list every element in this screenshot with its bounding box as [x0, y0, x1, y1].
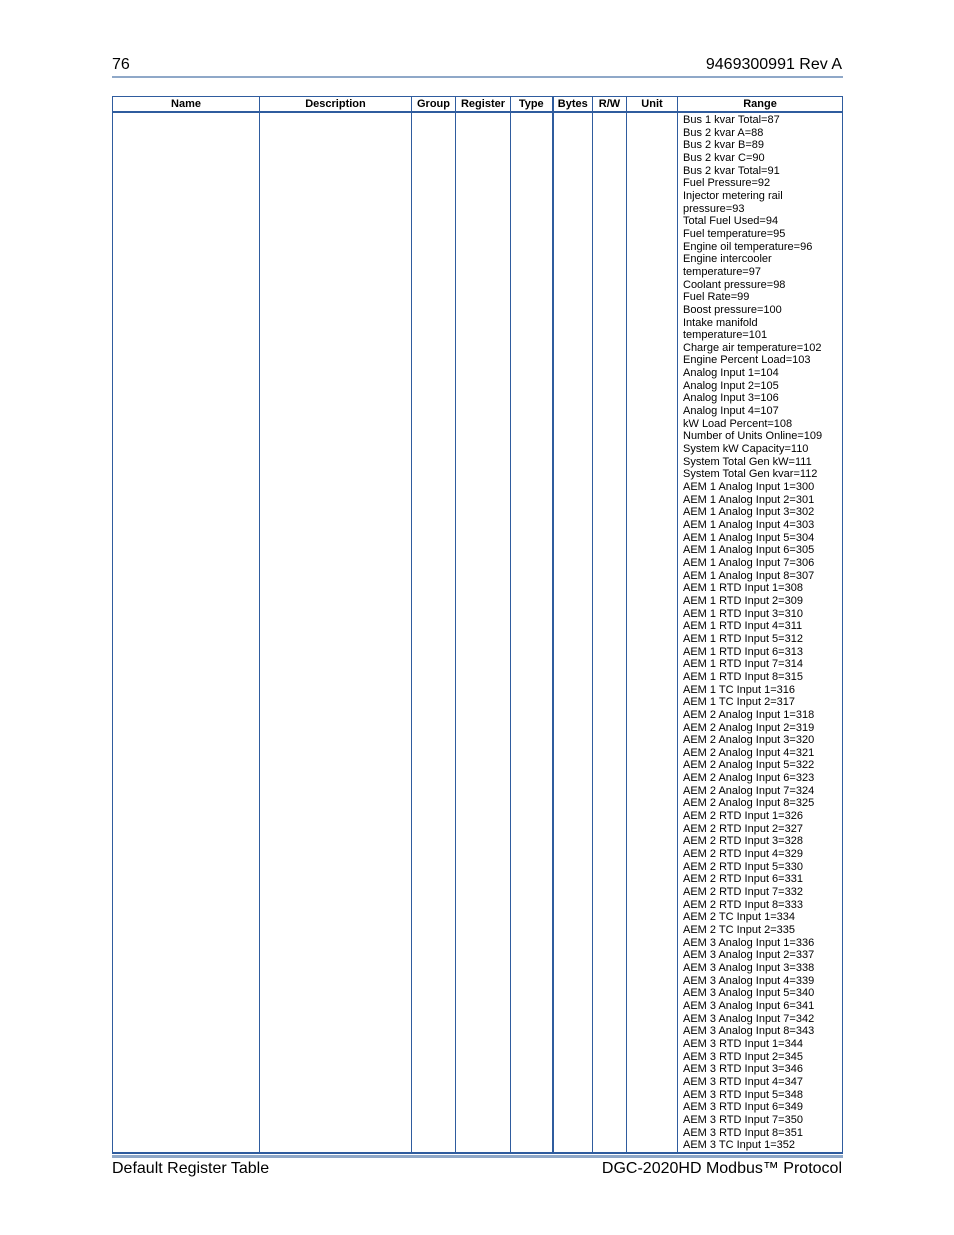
range-line: Number of Units Online=109 [683, 430, 823, 443]
range-line: AEM 1 Analog Input 3=302 [683, 506, 815, 519]
column-header-description: Description [260, 97, 412, 113]
column-header-register: Register [456, 97, 511, 113]
range-line: AEM 1 RTD Input 1=308 [683, 582, 803, 595]
range-line: AEM 3 RTD Input 1=344 [683, 1037, 803, 1050]
range-line: AEM 2 Analog Input 3=320 [683, 734, 815, 747]
range-line: kW Load Percent=108 [683, 417, 793, 430]
range-line: AEM 1 RTD Input 4=311 [683, 620, 803, 633]
range-line: AEM 1 RTD Input 7=314 [683, 658, 803, 671]
range-line: AEM 1 TC Input 1=316 [683, 683, 796, 696]
range-line: AEM 3 RTD Input 2=345 [683, 1050, 803, 1063]
range-line: temperature=97 [683, 265, 761, 278]
name-cell [113, 112, 260, 1153]
range-line: AEM 1 RTD Input 2=309 [683, 594, 803, 607]
column-header-unit: Unit [627, 97, 678, 113]
range-line: AEM 1 Analog Input 4=303 [683, 519, 815, 531]
bytes-cell [553, 112, 593, 1153]
range-line: Fuel Rate=99 [683, 291, 750, 304]
range-line: AEM 1 RTD Input 5=312 [683, 632, 803, 645]
range-line: AEM 2 RTD Input 4=329 [683, 848, 803, 861]
register-cell [456, 112, 511, 1153]
range-line: AEM 2 Analog Input 4=321 [683, 746, 815, 759]
range-line: AEM 2 TC Input 2=335 [683, 924, 796, 936]
range-line: AEM 3 Analog Input 7=342 [683, 1012, 815, 1025]
table-row [113, 112, 843, 1153]
column-header-name: Name [113, 97, 260, 113]
range-line: AEM 3 RTD Input 6=349 [683, 1101, 803, 1114]
range-line: AEM 1 Analog Input 5=304 [683, 531, 815, 544]
range-line: Bus 2 kvar A=88 [683, 126, 764, 139]
footer-title: DGC-2020HD Modbus™ Protocol [601, 1160, 842, 1177]
range-line: Engine Percent Load=103 [683, 354, 811, 367]
range-line: AEM 1 Analog Input 8=307 [683, 569, 815, 582]
range-line: Engine oil temperature=96 [683, 240, 813, 253]
range-line: AEM 2 Analog Input 7=324 [683, 784, 815, 797]
range-line: Engine intercooler [683, 253, 772, 266]
unit-cell [627, 112, 678, 1153]
range-line: AEM 3 RTD Input 4=347 [683, 1075, 803, 1088]
rw-cell [593, 112, 627, 1153]
range-line: AEM 2 RTD Input 5=330 [683, 860, 803, 873]
column-header-group: Group [412, 97, 456, 113]
range-line: AEM 1 RTD Input 6=313 [683, 645, 803, 658]
range-line: AEM 1 Analog Input 1=300 [683, 481, 815, 494]
range-line: AEM 2 Analog Input 5=322 [683, 759, 815, 772]
range-line: Fuel temperature=95 [683, 227, 786, 240]
range-line: AEM 3 TC Input 1=352 [683, 1139, 796, 1152]
range-line: Bus 2 kvar Total=91 [683, 164, 780, 177]
range-line: Intake manifold [683, 316, 758, 329]
header-rule [112, 76, 843, 78]
table-header-row [113, 97, 843, 113]
range-line: System Total Gen kW=111 [683, 455, 812, 468]
type-cell [511, 112, 553, 1153]
range-line: AEM 3 Analog Input 2=337 [683, 949, 815, 962]
range-line: AEM 2 RTD Input 6=331 [683, 873, 803, 886]
range-line: temperature=101 [683, 329, 768, 342]
range-line: AEM 3 RTD Input 3=346 [683, 1063, 803, 1076]
column-header-type: Type [511, 97, 553, 113]
range-line: Bus 1 kvar Total=87 [683, 114, 780, 126]
footer-rule [112, 1155, 843, 1158]
range-cell [678, 112, 843, 1153]
range-line: AEM 3 Analog Input 1=336 [683, 936, 815, 949]
range-line: Coolant pressure=98 [683, 278, 786, 291]
description-cell [260, 112, 412, 1153]
range-line: AEM 3 Analog Input 5=340 [683, 987, 815, 1000]
column-header-rw: R/W [593, 97, 627, 113]
range-line: AEM 2 RTD Input 2=327 [683, 822, 803, 835]
range-line: AEM 3 RTD Input 5=348 [683, 1088, 803, 1101]
column-header-bytes: Bytes [553, 97, 593, 113]
group-cell [412, 112, 456, 1153]
range-line: AEM 2 RTD Input 1=326 [683, 810, 803, 823]
range-line: AEM 2 TC Input 1=334 [683, 911, 796, 924]
range-line: Analog Input 2=105 [683, 379, 779, 392]
range-line: AEM 1 Analog Input 6=305 [683, 544, 815, 557]
range-line: Analog Input 1=104 [683, 367, 779, 380]
document-number: 9469300991 Rev A [705, 56, 842, 73]
range-line: Bus 2 kvar B=89 [683, 139, 765, 152]
range-line: Total Fuel Used=94 [683, 215, 779, 228]
column-header-range: Range [678, 97, 843, 113]
range-line: AEM 3 RTD Input 8=351 [683, 1126, 803, 1139]
range-line: AEM 2 RTD Input 8=333 [683, 898, 803, 911]
range-line: Fuel Pressure=92 [683, 177, 771, 190]
range-line: AEM 2 RTD Input 7=332 [683, 886, 803, 899]
page-number: 76 [112, 56, 130, 73]
range-line: AEM 3 Analog Input 3=338 [683, 961, 815, 974]
range-line: AEM 2 Analog Input 6=323 [683, 772, 815, 785]
range-line: AEM 1 RTD Input 3=310 [683, 607, 803, 620]
range-line: AEM 3 Analog Input 4=339 [683, 974, 815, 987]
range-line: AEM 3 Analog Input 8=343 [683, 1025, 815, 1038]
range-line: AEM 2 Analog Input 2=319 [683, 721, 815, 734]
register-table [112, 96, 843, 1154]
range-line: AEM 2 Analog Input 1=318 [683, 708, 815, 721]
range-line: AEM 2 Analog Input 8=325 [683, 797, 815, 810]
range-line: System kW Capacity=110 [683, 443, 809, 456]
range-line: Charge air temperature=102 [683, 341, 822, 354]
range-line: Bus 2 kvar C=90 [683, 151, 765, 164]
range-line: AEM 1 Analog Input 2=301 [683, 493, 815, 506]
range-line: Analog Input 4=107 [683, 405, 779, 418]
range-line: AEM 3 RTD Input 7=350 [683, 1113, 803, 1126]
range-line: pressure=93 [683, 202, 745, 215]
range-line: Analog Input 3=106 [683, 392, 779, 405]
range-line: AEM 1 Analog Input 7=306 [683, 556, 815, 569]
range-line: AEM 2 RTD Input 3=328 [683, 835, 803, 848]
range-line: Injector metering rail [683, 189, 783, 202]
range-line: AEM 1 TC Input 2=317 [683, 696, 796, 709]
footer-section: Default Register Table [112, 1160, 270, 1177]
range-line: AEM 1 RTD Input 8=315 [683, 670, 803, 683]
range-line: Boost pressure=100 [683, 303, 782, 316]
range-line: System Total Gen kvar=112 [683, 468, 818, 481]
range-line: AEM 3 Analog Input 6=341 [683, 999, 815, 1012]
